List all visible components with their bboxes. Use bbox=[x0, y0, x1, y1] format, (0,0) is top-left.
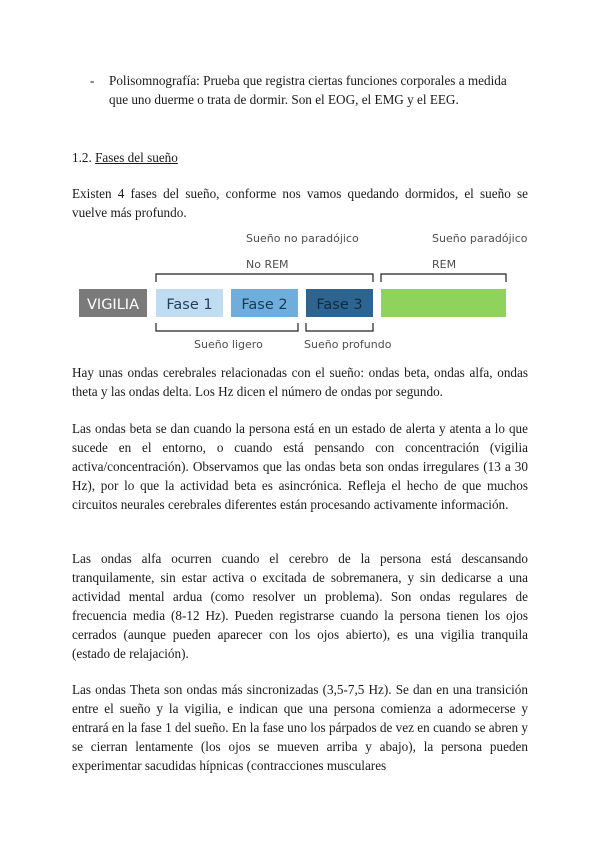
sleep-phases-diagram bbox=[72, 228, 532, 358]
box-fase-3-label: Fase 3 bbox=[316, 297, 363, 313]
paragraph-ondas-theta: Las ondas Theta son ondas más sincronizadas (3,5-7,5 Hz). Se dan en una transición entre el sueño y la vigilia, e indican que una persona comienza a adormecerse y entrará en la fase 1 del sueño. En la fase uno los párpados de vez en cuando se abren y se cierran lentamente (los ojos se mueven arriba y abajo), la persona pueden experimentar sacudidas hípnicas (contracciones musculares bbox=[72, 682, 528, 773]
bullet-text: Polisomnografía: Prueba que registra ciertas funciones corporales a medida que uno duerme o trata de dormir. Son el EOG, el EMG y el EEG. bbox=[109, 73, 507, 107]
box-fase-2-label: Fase 2 bbox=[241, 297, 288, 313]
bullet-dash: - bbox=[90, 73, 95, 88]
bracket-rem bbox=[381, 274, 506, 282]
bracket-sueno-profundo bbox=[306, 323, 373, 331]
label-no-rem: No REM bbox=[246, 258, 289, 271]
label-sueno-profundo: Sueño profundo bbox=[304, 338, 392, 351]
section-heading bbox=[72, 148, 178, 167]
box-fase-1-label: Fase 1 bbox=[166, 297, 213, 313]
label-rem: REM bbox=[432, 258, 457, 271]
bullet-item-polisomnografia bbox=[90, 71, 510, 109]
intro-paragraph: Existen 4 fases del sueño, conforme nos vamos quedando dormidos, el sueño se vuelve más profundo. bbox=[72, 186, 528, 220]
box-vigilia-label: VIGILIA bbox=[87, 297, 139, 313]
section-title: Fases del sueño bbox=[95, 150, 178, 165]
paragraph-ondas-beta: Las ondas beta se dan cuando la persona está en un estado de alerta y atenta a lo que sucede en el entorno, o cuando está pensando con concentración (vigilia activa/concentración). Observamos que las ondas beta son ondas irregulares (13 a 30 Hz), por lo que la actividad beta es asincrónica. Refleja el hecho de que muchos circuitos neurales cerebrales diferentes están procesando activamente información. bbox=[72, 421, 528, 512]
paragraph-ondas-cerebrales: Hay unas ondas cerebrales relacionadas con el sueño: ondas beta, ondas alfa, ondas theta y las ondas delta. Los Hz dicen el número de ondas por segundo. bbox=[72, 365, 528, 399]
label-sueno-ligero: Sueño ligero bbox=[194, 338, 263, 351]
bracket-sueno-ligero bbox=[156, 323, 298, 331]
box-rem bbox=[381, 289, 506, 317]
bracket-no-rem bbox=[156, 274, 373, 282]
label-sueno-paradojico: Sueño paradójico bbox=[432, 232, 528, 245]
label-sueno-no-paradojico: Sueño no paradójico bbox=[246, 232, 359, 245]
section-number: 1.2. bbox=[72, 150, 92, 165]
sleep-phases-svg bbox=[72, 228, 532, 358]
paragraph-ondas-alfa: Las ondas alfa ocurren cuando el cerebro de la persona está descansando tranquilamente, sin estar activa o excitada de sobremanera, y sin dedicarse a una actividad mental ardua (como resolver un problema). Son ondas regulares de frecuencia media (8-12 Hz). Pueden registrarse cuando la persona tienen los ojos cerrados (aunque pueden aparecer con los ojos abierto), es una vigilia tranquila (estado de relajación). bbox=[72, 551, 528, 661]
